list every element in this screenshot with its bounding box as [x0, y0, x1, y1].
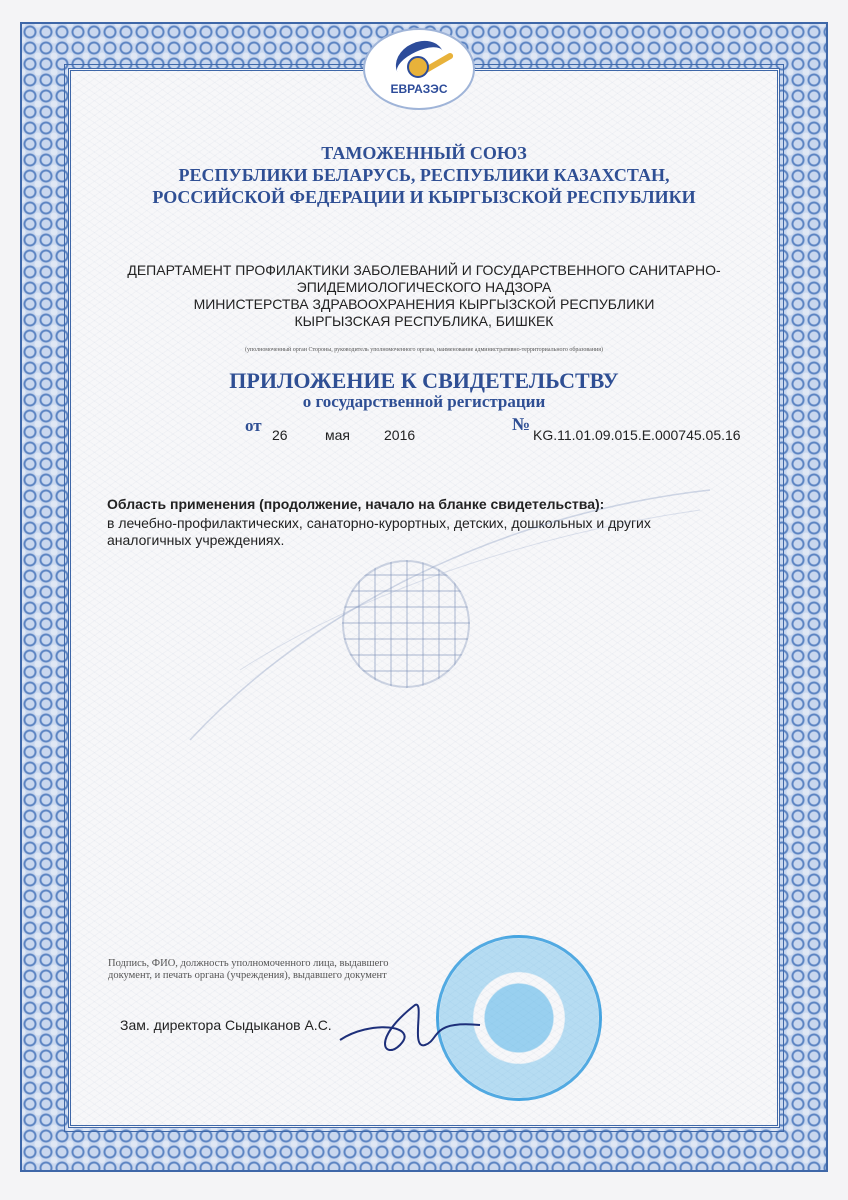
date-day: 26: [272, 427, 288, 443]
header-line: РЕСПУБЛИКИ БЕЛАРУСЬ, РЕСПУБЛИКИ КАЗАХСТАН,: [178, 165, 670, 185]
date-year: 2016: [384, 427, 416, 443]
document-subtitle: о государственной регистрации: [302, 392, 546, 411]
date-month: мая: [325, 427, 350, 443]
department-line: ЭПИДЕМИОЛОГИЧЕСКОГО НАДЗОРА: [296, 279, 552, 295]
department-block: [70, 262, 778, 330]
scope-text: в лечебно-профилактических, санаторно-курортных, детских, дошкольных и других аналогичных учреждениях.: [107, 515, 651, 548]
registration-number: KG.11.01.09.015.E.000745.05.16: [533, 427, 741, 443]
department-line: ДЕПАРТАМЕНТ ПРОФИЛАКТИКИ ЗАБОЛЕВАНИЙ И ГОСУДАРСТВЕННОГО САНИТАРНО-: [127, 262, 721, 278]
document-title: ПРИЛОЖЕНИЕ К СВИДЕТЕЛЬСТВУ: [229, 368, 619, 393]
logo-text: ЕВРАЗЭС: [390, 82, 448, 96]
scope-title: Область применения (продолжение, начало на бланке свидетельства):: [107, 496, 605, 512]
number-sign: №: [512, 414, 531, 434]
header-line: РОССИЙСКОЙ ФЕДЕРАЦИИ И КЫРГЫЗСКОЙ РЕСПУБЛИКИ: [152, 187, 696, 207]
customs-union-header: [70, 142, 778, 208]
evrazes-logo: [363, 28, 475, 110]
signer-name: Зам. директора Сыдыканов А.С.: [120, 1017, 332, 1033]
handwritten-signature: [330, 1000, 490, 1080]
watermark-swoosh-icon: [180, 470, 720, 750]
date-prefix: от: [245, 416, 262, 435]
department-line: КЫРГЫЗСКАЯ РЕСПУБЛИКА, БИШКЕК: [294, 313, 554, 329]
department-line: МИНИСТЕРСТВА ЗДРАВООХРАНЕНИЯ КЫРГЫЗСКОЙ РЕСПУБЛИКИ: [193, 296, 655, 312]
signature-label: Подпись, ФИО, должность уполномоченного лица, выдавшего документ, и печать органа (учреждения), выдавшего документ: [108, 958, 389, 981]
header-line: ТАМОЖЕННЫЙ СОЮЗ: [321, 143, 527, 163]
logo-globe-icon: [407, 56, 429, 78]
department-caption: (уполномоченный орган Стороны, руководитель уполномоченного органа, наименование административно-территориального образования): [245, 347, 603, 353]
